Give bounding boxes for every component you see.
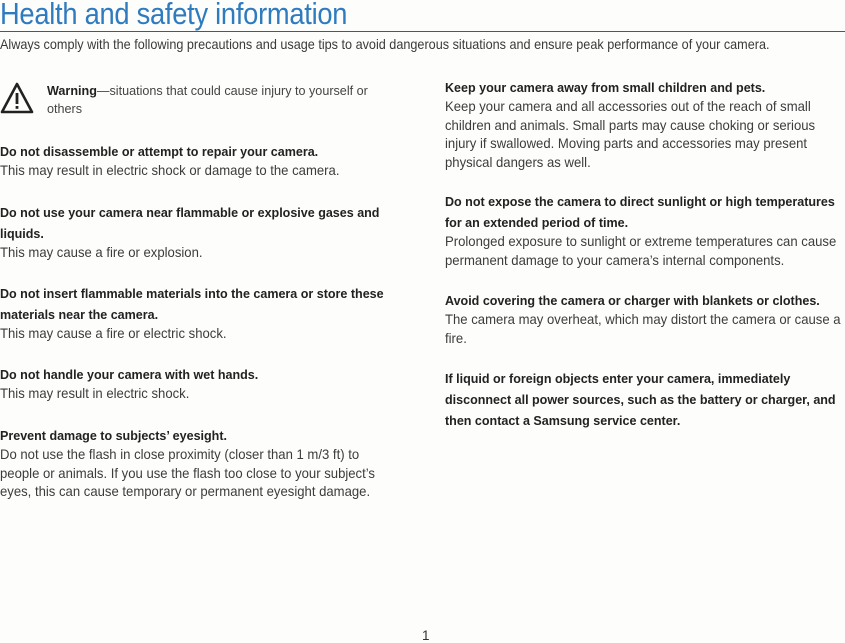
- safety-item: [445, 290, 845, 348]
- intro-text: Always comply with the following precautions and usage tips to avoid dangerous situations and ensure peak performance of your camera.: [0, 37, 770, 52]
- safety-item-heading: Avoid covering the camera or charger with blankets or clothes.: [445, 293, 820, 308]
- safety-item: [445, 191, 845, 270]
- safety-item-body: Do not use the flash in close proximity (closer than 1 m/3 ft) to people or animals. If you use the flash too close to your subject’s eyes, this can cause temporary or permanent eyesight damage.: [0, 447, 375, 499]
- safety-item-heading: Keep your camera away from small children and pets.: [445, 80, 766, 95]
- safety-item-body: This may cause a fire or explosion.: [0, 245, 203, 260]
- safety-item-heading: If liquid or foreign objects enter your camera, immediately disconnect all power sources, such as the battery or charger, and then contact a Samsung service center.: [445, 371, 836, 428]
- safety-item: [0, 141, 400, 181]
- safety-item-heading: Do not use your camera near flammable or explosive gases and liquids.: [0, 205, 380, 241]
- safety-item: [445, 368, 845, 431]
- safety-item-heading: Prevent damage to subjects’ eyesight.: [0, 428, 227, 443]
- page-title: Health and safety information: [0, 0, 348, 31]
- title-divider: [0, 31, 845, 32]
- safety-item: [445, 77, 845, 172]
- page-number: 1: [422, 628, 430, 643]
- safety-item-heading: Do not disassemble or attempt to repair your camera.: [0, 144, 319, 159]
- safety-item-body: This may result in electric shock.: [0, 386, 190, 401]
- safety-item-body: This may result in electric shock or damage to the camera.: [0, 163, 340, 178]
- safety-item-body: The camera may overheat, which may distort the camera or cause a fire.: [445, 312, 841, 346]
- safety-item-body: Keep your camera and all accessories out of the reach of small children and animals. Small parts may cause choking or serious injury if swallowed. Moving parts and accessories may present physical dangers as well.: [445, 99, 816, 170]
- safety-item-body: This may cause a fire or electric shock.: [0, 326, 227, 341]
- safety-item: [0, 283, 400, 344]
- safety-item: [0, 425, 400, 502]
- warning-text: —situations that could cause injury to yourself or others: [47, 84, 368, 116]
- safety-item-heading: Do not insert flammable materials into the camera or store these materials near the camera.: [0, 286, 384, 322]
- safety-item-body: Prolonged exposure to sunlight or extreme temperatures can cause permanent damage to your camera’s internal components.: [445, 234, 837, 268]
- safety-item-heading: Do not expose the camera to direct sunlight or high temperatures for an extended period of time.: [445, 194, 835, 230]
- safety-item: [0, 364, 400, 404]
- warning-label: Warning: [47, 84, 97, 98]
- warning-description: [47, 82, 387, 118]
- safety-item-heading: Do not handle your camera with wet hands.: [0, 367, 259, 382]
- safety-item: [0, 202, 400, 263]
- warning-triangle-icon: [0, 82, 34, 114]
